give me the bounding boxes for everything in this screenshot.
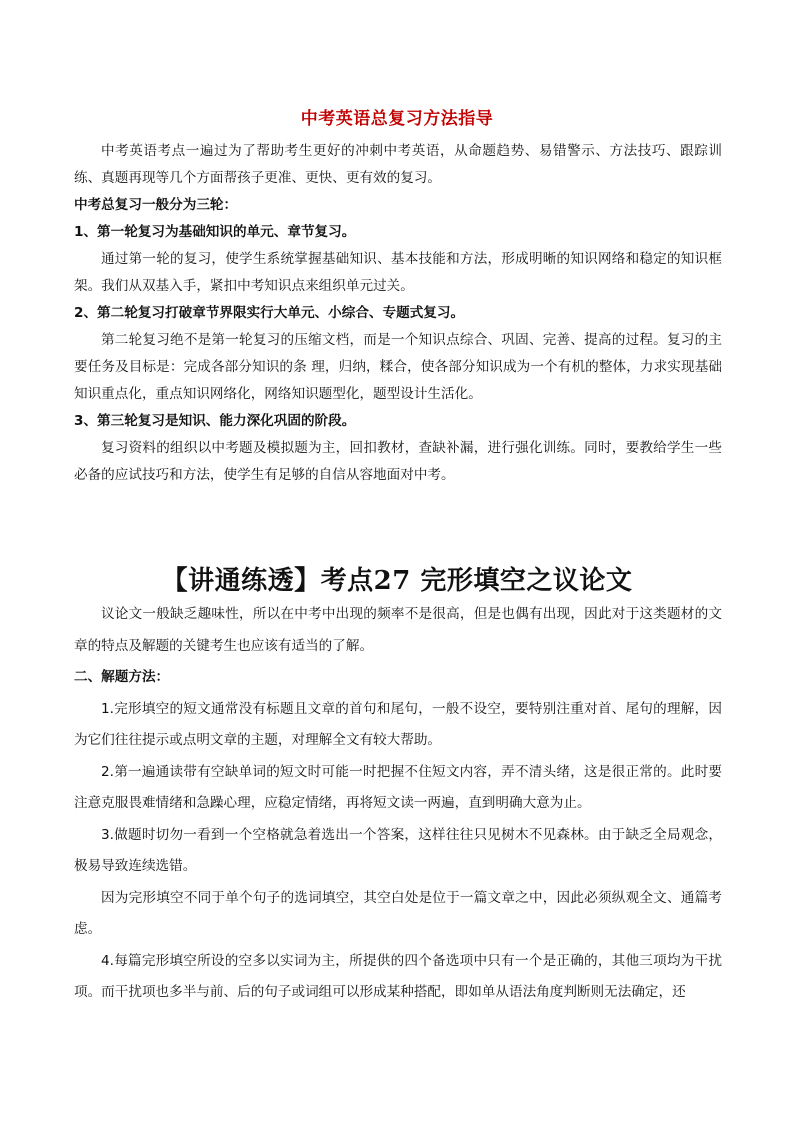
lesson-intro: 议论文一般缺乏趣味性，所以在中考中出现的频率不是很高，但是也偶有出现，因此对于这类题材的文章的特点及解题的关键考生也应该有适当的了解。 [74, 606, 722, 654]
guide-body [74, 138, 722, 489]
round3-text: 复习资料的组织以中考题及模拟题为主，回扣教材，查缺补漏，进行强化训练。同时，要教给学生一些必备的应试技巧和方法，使学生有足够的自信从容地面对中考。 [74, 440, 722, 483]
methods-heading: 二、解题方法： [74, 669, 170, 685]
round1-heading: 1、第一轮复习为基础知识的单元、章节复习。 [74, 224, 356, 240]
method-3b: 因为完形填空不同于单个句子的选词填空，其空白处是位于一篇文章之中，因此必须纵观全文、通篇考虑。 [74, 889, 722, 937]
round2-heading: 2、第二轮复习打破章节界限实行大单元、小综合、专题式复习。 [74, 305, 465, 321]
method-1: 1.完形填空的短文通常没有标题且文章的首句和尾句，一般不设空，要特别注重对首、尾句的理解，因为它们往往提示或点明文章的主题，对理解全文有较大帮助。 [74, 700, 722, 748]
round3-heading: 3、第三轮复习是知识、能力深化巩固的阶段。 [74, 413, 356, 429]
method-4: 4.每篇完形填空所设的空多以实词为主，所提供的四个备选项中只有一个是正确的，其他三项均为干扰项。而干扰项也多半与前、后的句子或词组可以形成某种搭配，即如单从语法角度判断则无法确定，还 [74, 952, 722, 1000]
round2-text: 第二轮复习绝不是第一轮复习的压缩文档，而是一个知识点综合、巩固、完善、提高的过程。复习的主要任务及目标是：完成各部分知识的条 理，归纳，糅合，使各部分知识成为一个有机的整体，力求实现基础知识重点化，重点知识网络化，网络知识题型化，题型设计生活化。 [74, 332, 722, 402]
rounds-heading: 中考总复习一般分为三轮： [74, 197, 238, 213]
guide-title: 中考英语总复习方法指导 [300, 109, 494, 129]
method-3: 3.做题时切勿一看到一个空格就急着选出一个答案，这样往往只见树木不见森林。由于缺乏全局观念，极易导致连续选错。 [74, 826, 722, 874]
lesson-title: 【讲通练透】考点27 完形填空之议论文 [161, 566, 633, 596]
method-2: 2.第一遍通读带有空缺单词的短文时可能一时把握不住短文内容，弄不清头绪，这是很正常的。此时要注意克服畏难情绪和急躁心理，应稳定情绪，再将短文读一两遍，直到明确大意为止。 [74, 763, 722, 811]
lesson-body [74, 599, 722, 1009]
guide-intro: 中考英语考点一遍过为了帮助考生更好的冲刺中考英语，从命题趋势、易错警示、方法技巧、跟踪训练、真题再现等几个方面帮孩子更准、更快、更有效的复习。 [74, 143, 722, 186]
round1-text: 通过第一轮的复习，使学生系统掌握基础知识、基本技能和方法，形成明晰的知识网络和稳定的知识框架。我们从双基入手，紧扣中考知识点来组织单元过关。 [74, 251, 722, 294]
